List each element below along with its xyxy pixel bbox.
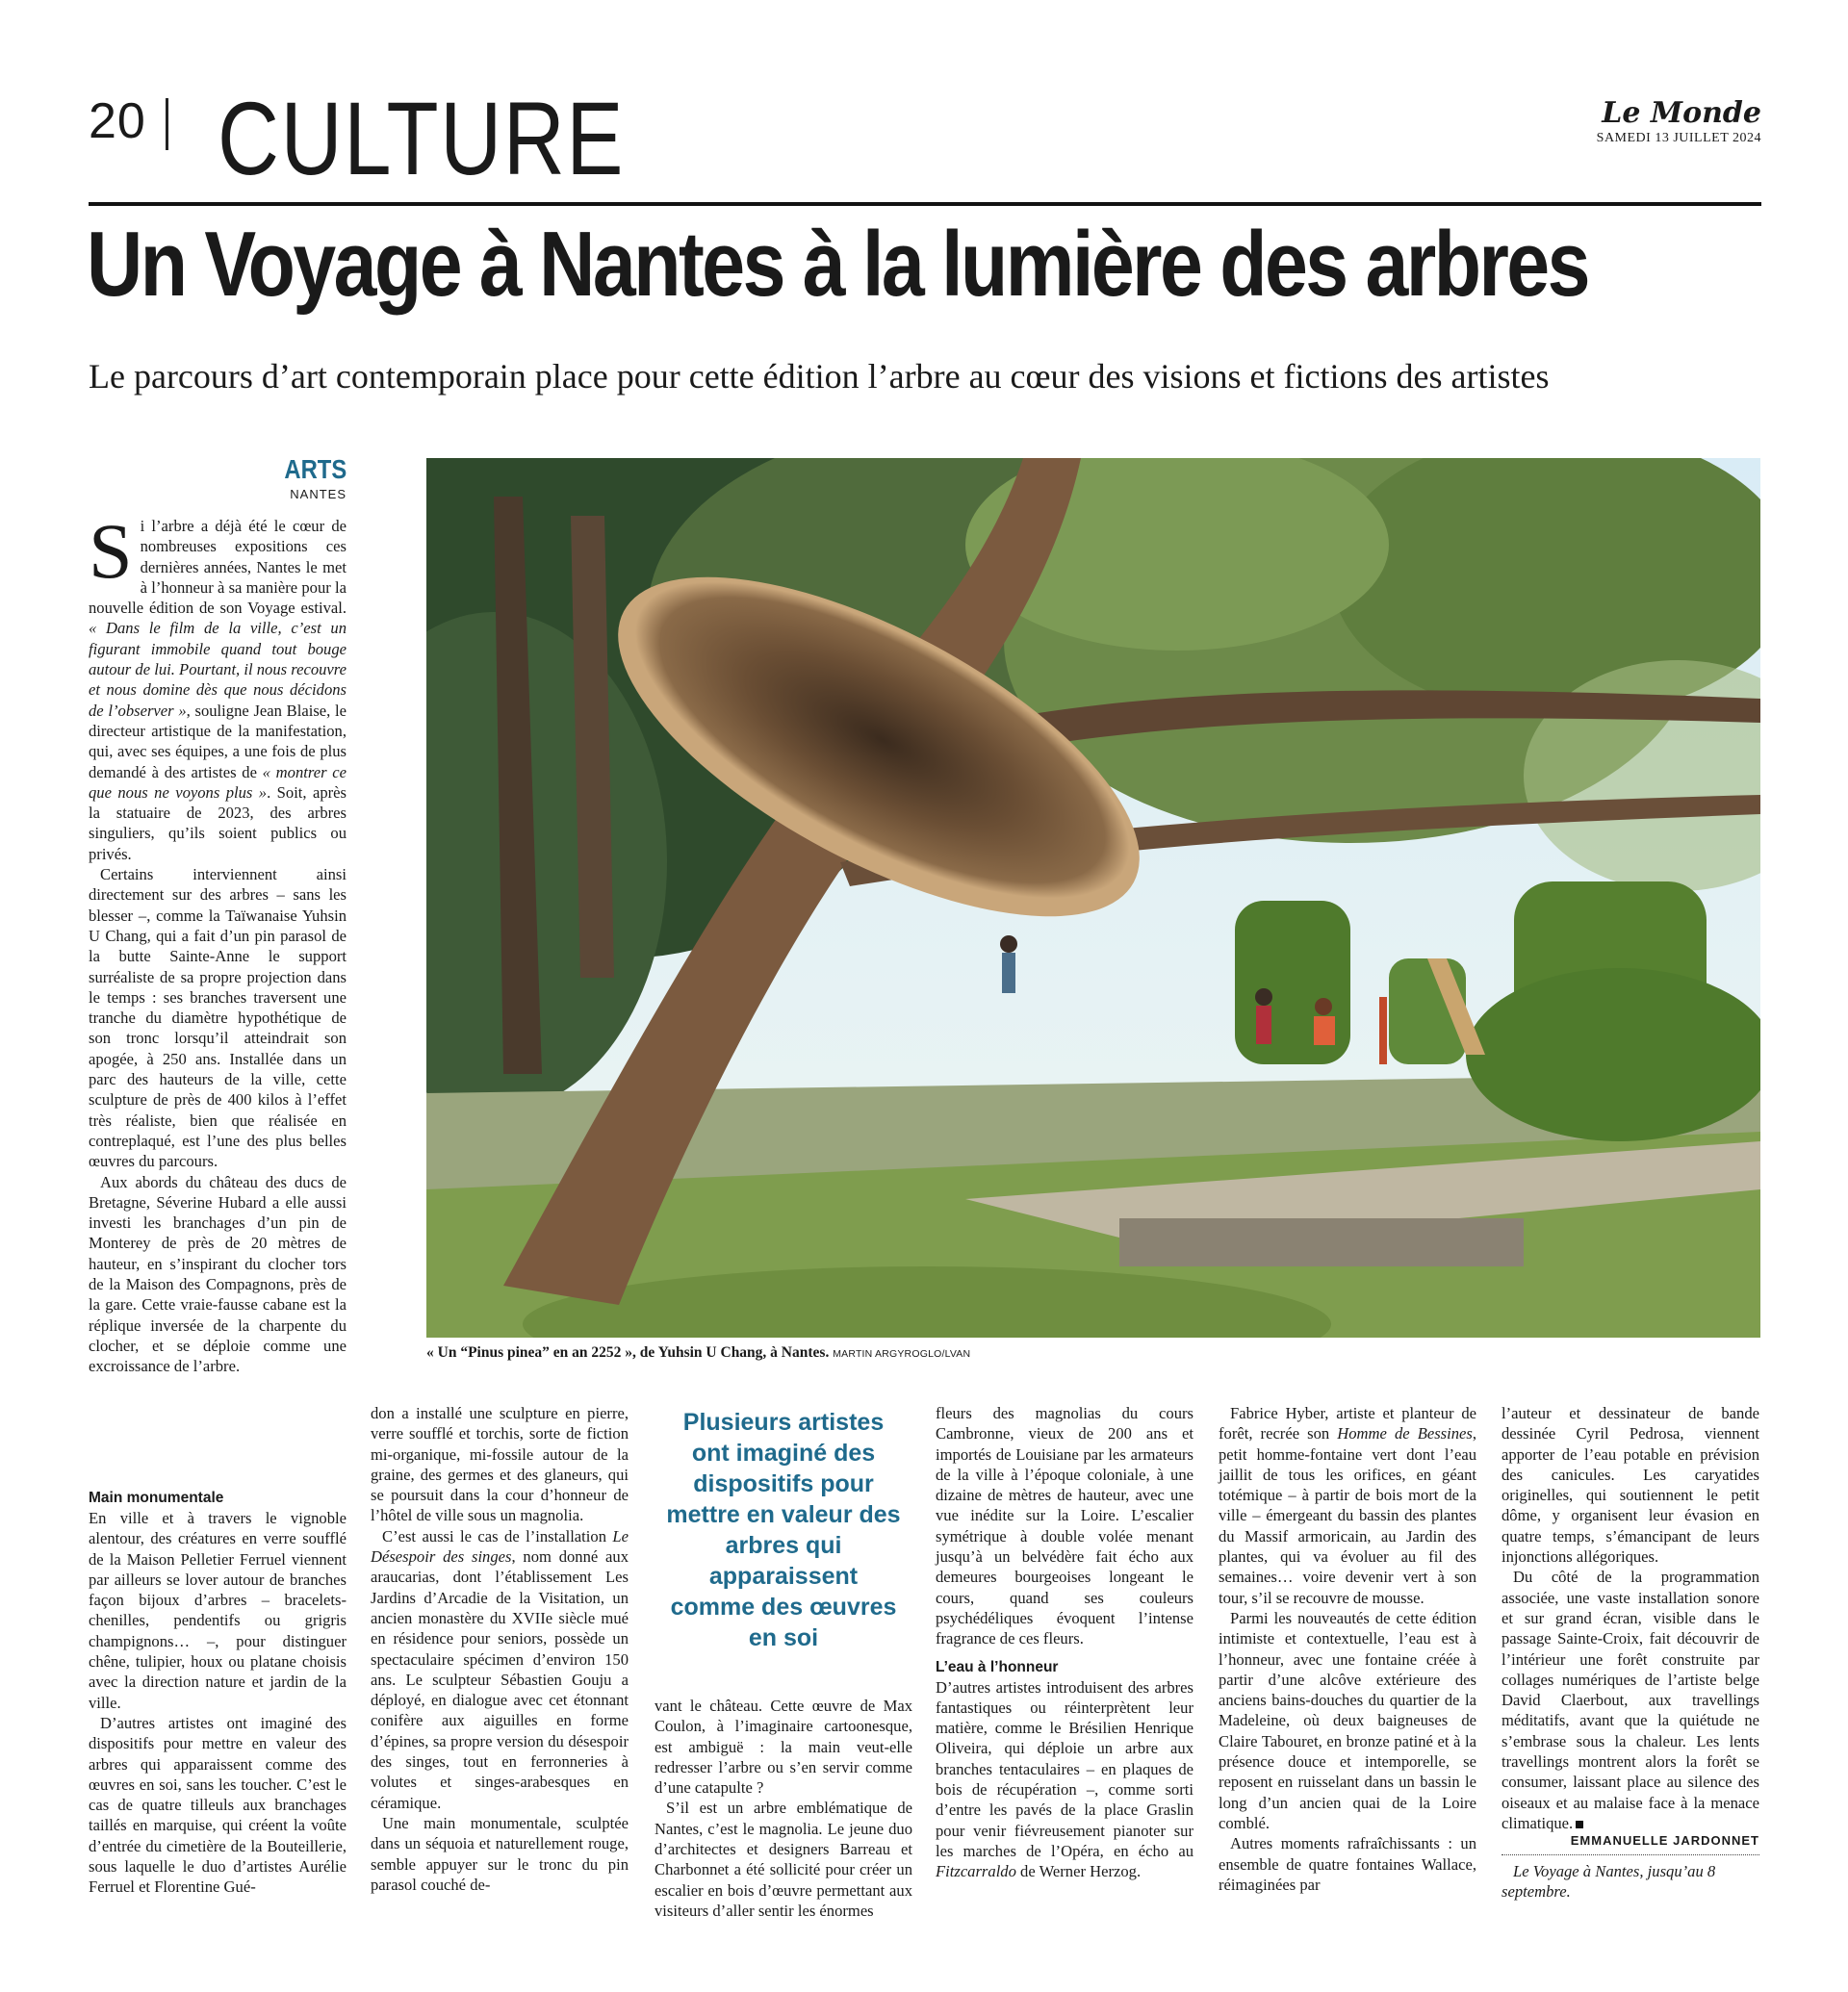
article-paragraph: S’il est un arbre emblématique de Nantes, c’est le magnolia. Le jeune duo d’architectes et designers Barreau et Charbonnet a été sollicité pour créer un escalier en bois d’œuvre permettant aux visiteurs d’aller sentir les énormes xyxy=(654,1799,912,1920)
text-run: . Soit, après la statuaire de 2023, des arbres singuliers, qu’ils soient publics ou privés. xyxy=(89,782,346,863)
section-title: CULTURE xyxy=(218,80,626,196)
title-run: Homme de Bessines xyxy=(1337,1424,1473,1443)
article-column-1 xyxy=(89,507,346,1376)
text-run: , petit homme-fontaine vert dont l’eau jaillit de tous les orifices, en géant totémique – à partir de bois mort de la ville – émergeant du bassin des plantes du Massif armoricain, au Jardin des plantes, qui va évoluer au fil des semaines… voire devenir vert à son tour, s’il se recouvre de mousse. xyxy=(1219,1424,1476,1607)
article-paragraph: l’auteur et dessinateur de bande dessinée Cyril Pedrosa, viennent apporter de l’eau potable en prévision des canicules. Les caryatides originelles, qui soutiennent le petit dôme, y organisent leur évasion en quatre temps, s’émancipant de leurs injonctions allégoriques. xyxy=(1502,1404,1759,1567)
article-paragraph: Autres moments rafraîchissants : un ensemble de quatre fontaines Wallace, réimaginées par xyxy=(1219,1834,1476,1894)
article-column-5 xyxy=(1219,1403,1476,1895)
page-header xyxy=(89,80,1761,196)
article-paragraph: don a installé une sculpture en pierre, verre soufflé et torchis, sorte de fiction mi-organique, mi-fossile autour de la graine, des germes et des glaneurs, qui se poursuit dans la cour d’honneur de l’hôtel de ville sous un magnolia. xyxy=(371,1404,629,1525)
page-number-divider xyxy=(166,98,168,150)
article-paragraph: Une main monumentale, sculptée dans un séquoia et naturellement rouge, semble appuyer sur le tronc du pin parasol couché de- xyxy=(371,1813,629,1894)
article-column-3 xyxy=(654,1696,912,1921)
caption-text: « Un “Pinus pinea” en an 2252 », de Yuhsin U Chang, à Nantes. xyxy=(426,1344,830,1361)
quote-run: « montrer ce que nous ne voyons plus » xyxy=(89,762,346,802)
article-standfirst: Le parcours d’art contemporain place pour cette édition l’arbre au cœur des visions et fictions des artistes xyxy=(89,357,1550,396)
text-run: , nom donné aux araucarias, dont l’établissement Les Jardins d’Arcadie de la Visitation, un ancien monastère du XVIIe siècle mué en résidence pour seniors, possède un spectaculaire spécimen d’environ 150 ans. Le sculpteur Sébastien Gouju a déployé, en dialogue avec cet étonnant conifère aux aiguilles en forme d’épines, sa propre version du désespoir des singes, tout en ferronneries à volutes et singes-arabesques en céramique. xyxy=(371,1547,629,1812)
article-kicker xyxy=(89,454,346,501)
photo-caption xyxy=(426,1344,1760,1362)
article-paragraph: Parmi les nouveautés de cette édition intimiste et contextuelle, l’eau est à l’honneur, avec une fontaine créée à partir d’une alcôve extérieure des anciens bains-douches du quartier de la Madeleine, où deux baigneuses de Claire Tabouret, en bronze patiné et à la présence douce et intemporelle, se reposent en ruisselant dans un bassin le long d’un ancien quai de la Loire comblé. xyxy=(1219,1608,1476,1832)
text-run: , souligne Jean Blaise, le directeur artistique de la manifestation, qui, avec ses équipes, a une fois de plus demandé à des artistes de xyxy=(89,701,346,781)
event-dates: , jusqu’au 8 septembre. xyxy=(1502,1862,1716,1902)
masthead-logo: Le Monde xyxy=(1602,96,1761,130)
drop-cap: S xyxy=(89,507,133,595)
title-run: Fitzcarraldo xyxy=(936,1862,1016,1881)
article-paragraph: Aux abords du château des ducs de Bretagne, Séverine Hubard a elle aussi investi les branchages d’un pin de Monterey de près de 20 mètres de hauteur, en s’inspirant du clocher tors de la Maison des Compagnons, près de la gare. Cette vraie-fausse cabane est la réplique inversée de la charpente du clocher, et se déploie comme une excroissance de l’arbre. xyxy=(89,1172,346,1376)
kicker-place: NANTES xyxy=(290,487,346,501)
issue-date: SAMEDI 13 JUILLET 2024 xyxy=(1596,131,1761,145)
article-paragraph: vant le château. Cette œuvre de Max Coulon, à l’imaginaire cartoonesque, est ambiguë : la main veut-elle redresser l’arbre ou s’en servir comme d’une catapulte ? xyxy=(654,1697,912,1798)
article-paragraph xyxy=(371,1526,629,1813)
article-paragraph: D’autres artistes ont imaginé des dispositifs pour mettre en valeur des arbres qui apparaissent comme des œuvres en soi, sans les toucher. C’est le cas de quatre tilleuls aux branchages taillés en marquise, qui créent la voûte d’entrée du cimetière de la Bouteillerie, sous laquelle le duo d’artistes Aurélie Ferruel et Florentine Gué- xyxy=(89,1713,346,1897)
header-rule xyxy=(89,202,1761,206)
page-number: 20 xyxy=(89,93,146,149)
quote-run: « Dans le film de la ville, c’est un figurant immobile quand tout bouge autour de lui. Pourtant, il nous recouvre et nous domine dès que nous décidons de l’observer » xyxy=(89,619,346,720)
article-column-4 xyxy=(936,1403,1194,1882)
article-paragraph xyxy=(89,507,346,864)
text-run: i l’arbre a déjà été le cœur de nombreuses expositions ces dernières années, Nantes le met à l’honneur à sa manière pour la nouvelle édition de son Voyage estival. xyxy=(89,517,346,618)
text-run: C’est aussi le cas de l’installation xyxy=(382,1526,613,1545)
article-paragraph xyxy=(1502,1567,1759,1833)
text-run: Fabrice Hyber, artiste et planteur de forêt, recrée son xyxy=(1219,1404,1476,1443)
article-photo xyxy=(426,458,1760,1338)
text-run: de Werner Herzog. xyxy=(1015,1862,1142,1881)
photo-credit: MARTIN ARGYROGLO/LVAN xyxy=(833,1348,971,1360)
article-paragraph: fleurs des magnolias du cours Cambronne, vieux de 200 ans et importés de Louisiane par les armateurs de la ville à l’époque coloniale, à une dizaine de mètres de hauteur, avec une vue inédite sur la Loire. L’escalier symétrique à double volée menant jusqu’à un belvédère fait écho aux demeures bourgeoises longeant le cours, quand ses couleurs psychédéliques évoquent l’intense fragrance de ces fleurs. xyxy=(936,1404,1194,1648)
article-paragraph xyxy=(1219,1403,1476,1608)
article-paragraph xyxy=(936,1677,1194,1882)
text-run: D’autres artistes introduisent des arbres fantastiques ou réinterprètent leur matière, comme le Brésilien Henrique Oliveira, qui déploie un arbre aux branches tentaculaires – en plaques de bois de récupération –, comme sorti d’entre les pavés de la place Graslin pour venir fiévreusement pianoter sur les marches de l’Opéra, en écho au xyxy=(936,1677,1194,1860)
subheading: Main monumentale xyxy=(89,1490,224,1506)
text-run: Du côté de la programmation associée, une vaste installation sonore et sur grand écran, visible dans le passage Sainte-Croix, fait découvrir de l’intérieur une forêt construite par collages numériques de l’artiste belge David Claerbout, aux travellings méditatifs, avant que la quiétude ne s’embrase sous la chaleur. Les lents travellings montrent alors la forêt se consumer, laissant place au silence des oiseaux et au malaise face à la menace climatique. xyxy=(1502,1568,1759,1832)
article-column-6 xyxy=(1502,1403,1759,1902)
event-info xyxy=(1502,1861,1759,1902)
kicker-section: ARTS xyxy=(284,454,346,484)
article-column-2 xyxy=(371,1403,629,1895)
article-paragraph: En ville et à travers le vignoble alentour, des créatures en verre soufflé de la Maison Pelletier Ferruel viennent par ailleurs se lover autour de branches façon bijoux d’arbres – bracelets-chenilles, pendentifs ou grigris champignons… –, pour distinguer chêne, tulipier, houx ou platane choisis avec la direction nature et jardin de la ville. xyxy=(89,1509,346,1712)
event-title: Le Voyage à Nantes xyxy=(1513,1862,1640,1881)
article-headline: Un Voyage à Nantes à la lumière des arbres xyxy=(87,213,1588,316)
subheading: L’eau à l’honneur xyxy=(936,1658,1059,1675)
end-mark xyxy=(1576,1821,1583,1828)
signature-rule xyxy=(1502,1854,1759,1855)
article-paragraph: Certains interviennent ainsi directement sur des arbres – sans les blesser –, comme la Taïwanaise Yuhsin U Chang, qui a fait d’un pin parasol de la butte Sainte-Anne le support surréaliste de sa propre projection dans le temps : ses branches traversent une tranche du diamètre hypothétique de son tronc lorsqu’il atteindrait son apogée, à 250 ans. Installée dans un parc des hauteurs de la ville, cette sculpture de près de 400 kilos à l’effet très réaliste, bien que réalisée en contreplaqué, est l’une des plus belles œuvres du parcours. xyxy=(89,865,346,1171)
pull-quote: Plusieurs artistes ont imaginé des dispositifs pour mettre en valeur des arbres qui apparaissent comme des œuvres en soi xyxy=(666,1409,901,1651)
author-signature: EMMANUELLE JARDONNET xyxy=(1570,1833,1759,1849)
article-column-1-continued xyxy=(89,1480,346,1898)
title-run: Le Désespoir des singes xyxy=(371,1526,629,1567)
photo-illustration xyxy=(426,458,1760,1338)
